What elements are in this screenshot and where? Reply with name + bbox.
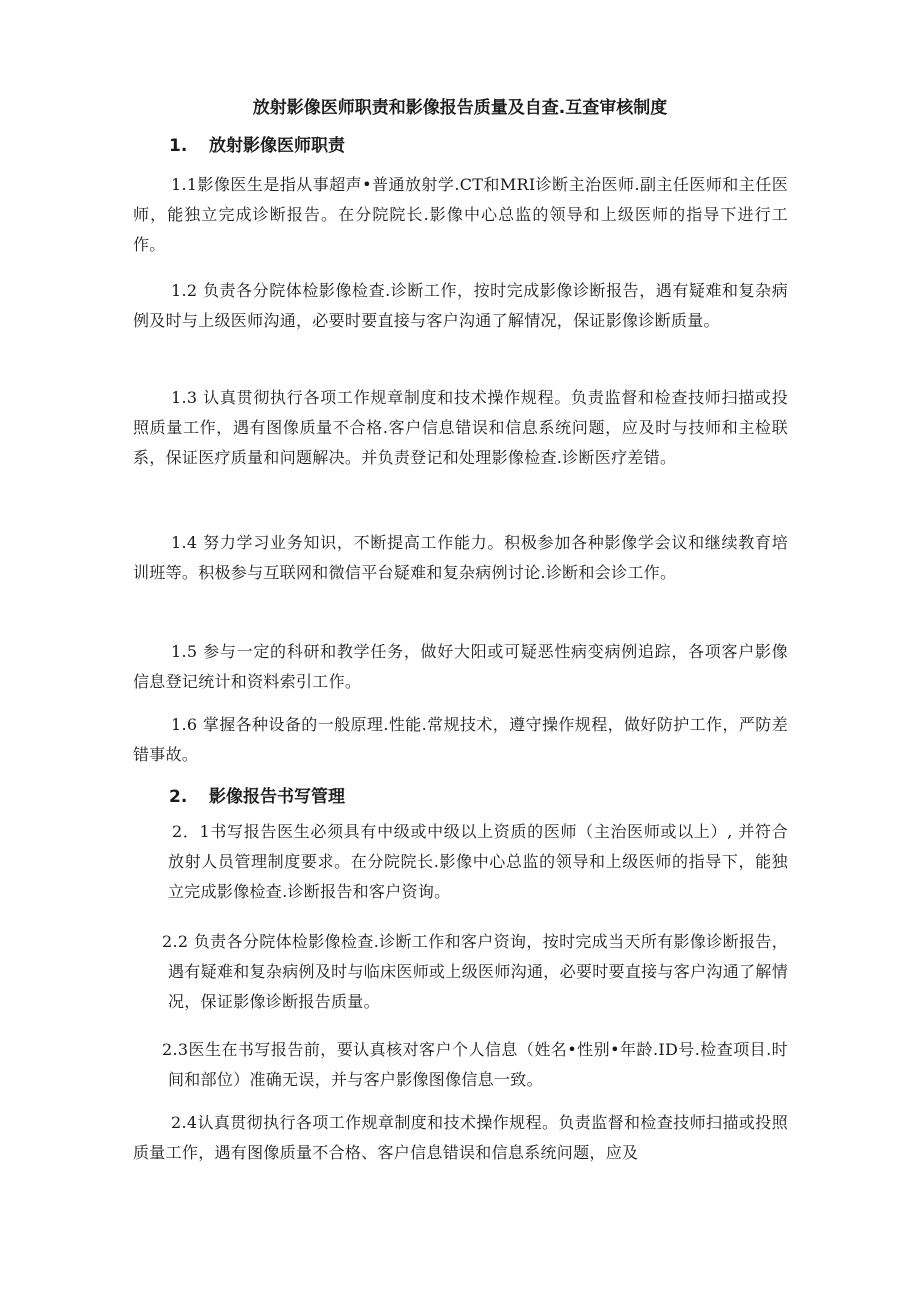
section-heading-1: [169, 134, 345, 158]
paragraph-1-5: 1.5 参与一定的科研和教学任务，做好大阳或可疑恶性病变病例追踪，各项客户影像信息登记统计和资料索引工作。: [133, 642, 788, 691]
paragraph-2-3: 2.3医生在书写报告前，要认真核对客户个人信息（姓名•性别•年龄.ID号.检查项目.时间和部位）准确无误，并与客户影像图像信息一致。: [162, 1040, 788, 1089]
section-title: 放射影像医师职责: [209, 136, 345, 156]
section-heading-2: [169, 785, 345, 809]
paragraph-2-2: 2.2 负责各分院体检影像检查.诊断工作和客户资询，按时完成当天所有影像诊断报告，遇有疑难和复杂病例及时与临床医师或上级医师沟通，必要时要直接与客户沟通了解情况，保证影像诊断报告质量。: [162, 932, 788, 1011]
paragraph-1-6: 1.6 掌握各种设备的一般原理.性能.常规技术，遵守操作规程，做好防护工作，严防差错事故。: [133, 715, 788, 764]
paragraph-1-2: 1.2 负责各分院体检影像检查.诊断工作，按时完成影像诊断报告，遇有疑难和复杂病例及时与上级医师沟通，必要时要直接与客户沟通了解情况，保证影像诊断质量。: [133, 281, 788, 330]
section-number: 1.: [169, 136, 188, 156]
paragraph-1-4: 1.4 努力学习业务知识，不断提高工作能力。积极参加各种影像学会议和继续教育培训班等。积极参与互联网和微信平台疑难和复杂病例讨论.诊断和会诊工作。: [133, 533, 788, 582]
paragraph-2-4: 2.4认真贯彻执行各项工作规章制度和技术操作规程。负责监督和检查技师扫描或投照质量工作，遇有图像质量不合格、客户信息错误和信息系统问题，应及: [133, 1113, 788, 1162]
section-title: 影像报告书写管理: [209, 787, 345, 807]
paragraph-2-1: 2．1书写报告医生必须具有中级或中级以上资质的医师（主治医师或以上）, 并符合放射人员管理制度要求。在分院院长.影像中心总监的领导和上级医师的指导下，能独立完成影像检查.诊断报告和客户资询。: [168, 822, 788, 901]
paragraph-1-3: 1.3 认真贯彻执行各项工作规章制度和技术操作规程。负责监督和检查技师扫描或投照质量工作，遇有图像质量不合格.客户信息错误和信息系统问题，应及时与技师和主检联系，保证医疗质量和问题解决。并负责登记和处理影像检查.诊断医疗差错。: [133, 388, 788, 467]
paragraph-1-1: 1.1影像医生是指从事超声•普通放射学.CT和MRI诊断主治医师.副主任医师和主任医师，能独立完成诊断报告。在分院院长.影像中心总监的领导和上级医师的指导下进行工作。: [133, 175, 788, 254]
document-title: 放射影像医师职责和影像报告质量及自查.互查审核制度: [252, 98, 668, 118]
section-number: 2.: [169, 787, 188, 807]
